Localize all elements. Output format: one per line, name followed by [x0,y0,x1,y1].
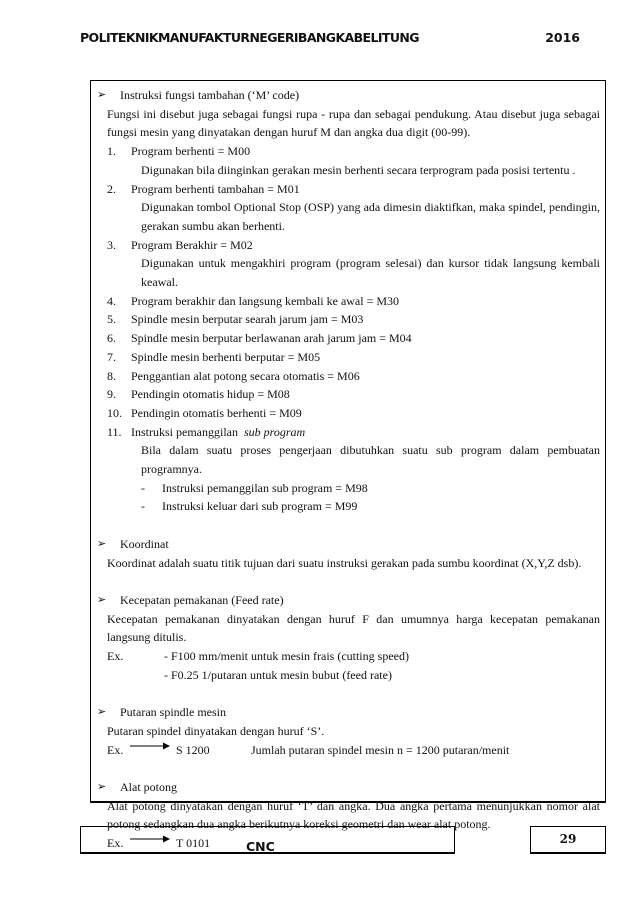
example-line: Ex. S 1200 Jumlah putaran spindel mesin n = 1200 putaran/menit [107,742,510,757]
section-desc: Alat potong dinyatakan dengan huruf ‘T’ dan angka. Dua angka pertama menunjukkan nomor alat potong sedangkan dua angka berikutnya koreksi geometri dan wear alat potong. [107,798,600,832]
arrow-bullet-icon: ➢ [97,780,107,793]
list-item: 11. Instruksi pemanggilan sub program [107,424,306,439]
list-item-desc: Digunakan untuk mengakhiri program (program selesai) dan kursor tidak langsung kembali keawal. [141,256,600,290]
section-title: Alat potong [120,779,177,794]
example-line: - F0.25 1/putaran untuk mesin bubut (feed rate) [164,667,392,682]
section-desc: Kecepatan pemakanan dinyatakan dengan huruf F dan umumnya harga kecepatan pemakanan langsung ditulis. [107,611,600,645]
list-item: 10. Pendingin otomatis berhenti = M09 [107,405,302,420]
section-desc: Putaran spindel dinyatakan dengan huruf ‘S’. [107,723,325,738]
arrow-bullet-icon: ➢ [97,593,107,606]
dash-item: - Instruksi pemanggilan sub program = M98 [141,480,368,495]
section-spindle [97,703,600,722]
list-item: 3. Program Berakhir = M02 [107,237,253,252]
section-title: Kecepatan pemakanan (Feed rate) [120,592,284,607]
footer-title: CNC [246,839,275,854]
list-item: 7. Spindle mesin berhenti berputar = M05 [107,349,321,364]
section-feed-rate [97,591,600,610]
section-desc: Koordinat adalah suatu titik tujuan dari suatu instruksi gerakan pada sumbu koordinat (X,Y,Z dsb). [107,555,582,570]
section-title: Instruksi fungsi tambahan (‘M’ code) [120,88,300,102]
arrow-bullet-icon: ➢ [97,89,107,101]
section-m-code [97,86,600,105]
section-intro: Fungsi ini disebut juga sebagai fungsi rupa - rupa dan sebagai pendukung. Atau disebut juga sebagai fungsi mesin yang dinyatakan dengan huruf M dan angka dua digit (00-99). [107,106,600,140]
m-code-list [107,142,600,516]
page-content [97,86,600,853]
section-title: Putaran spindle mesin [120,705,226,720]
list-item: 4. Program berakhir dan langsung kembali ke awal = M30 [107,293,400,308]
section-koordinat [97,535,600,554]
list-item: 8. Penggantian alat potong secara otomatis = M06 [107,368,360,383]
list-item-desc: Digunakan bila diinginkan gerakan mesin berhenti secara terprogram pada posisi tertentu . [141,162,576,177]
list-item-desc: Digunakan tombol Optional Stop (OSP) yang ada dimesin diaktifkan, maka spindel, pendingin, gerakan sumbu akan berhenti. [141,200,600,233]
list-item-desc: Bila dalam suatu proses pengerjaan dibutuhkan suatu sub program dalam pembuatan programnya. [141,443,600,477]
list-item: 9. Pendingin otomatis hidup = M08 [107,387,290,402]
header-year: 2016 [545,30,580,45]
example-line: Ex. - F100 mm/menit untuk mesin frais (cutting speed) [107,649,409,664]
section-tool [97,778,600,797]
list-item: 6. Spindle mesin berputar berlawanan arah jarum jam = M04 [107,331,412,346]
list-item: 5. Spindle mesin berputar searah jarum jam = M03 [107,312,364,327]
dash-item: - Instruksi keluar dari sub program = M99 [141,499,358,514]
example-line: Ex. T 0101 [107,836,211,851]
list-item: 2. Program berhenti tambahan = M01 [107,181,300,196]
page-header [80,30,580,52]
page-number: 29 [530,826,606,854]
section-title: Koordinat [120,536,169,551]
arrow-bullet-icon: ➢ [97,537,107,550]
arrow-bullet-icon: ➢ [97,706,107,719]
right-arrow-icon [130,741,170,751]
institution-name: POLITEKNIKMANUFAKTURNEGERIBANGKABELITUNG [80,30,419,45]
list-item: 1. Program berhenti = M00 [107,144,251,159]
